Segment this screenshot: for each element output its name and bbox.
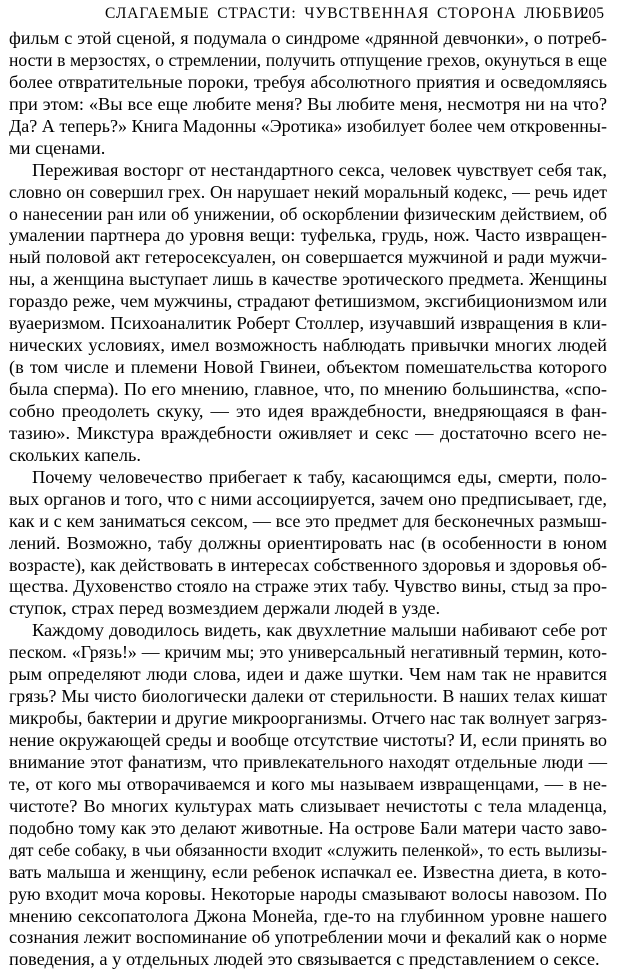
text-line: гораздо реже, чем мужчины, страдают фетишизмом, эксгибиционизмом или (9, 291, 607, 312)
text-line: вуаеризмом. Психоаналитик Роберт Столлер, изучавший извращения в кли- (9, 313, 607, 334)
page-header (9, 2, 607, 28)
text-line: ны, а женщина выступает лишь в качестве эротического предмета. Женщины (9, 269, 607, 290)
text-line: Каждому доводилось видеть, как двухлетние малыши набивают себе рот (32, 620, 607, 641)
text-line: ступок, страх перед возмездием держали людей в узде. (9, 598, 441, 619)
text-line: Да? А теперь?» Книга Мадонны «Эротика» изобилует более чем откровенны- (9, 115, 607, 136)
paragraph (9, 620, 607, 971)
text-line: Переживая восторг от нестандартного секса, человек чувствует себя так, (32, 159, 607, 180)
text-line: грязь? Мы чисто биологически далеки от стерильности. В наших телах кишат (9, 686, 607, 707)
text-line: о нанесении ран или об унижении, об оскорблении физическим действием, об (9, 203, 607, 224)
text-line: рым определяют люди слова, идеи и даже шутки. Чем нам так не нравится (9, 664, 607, 685)
text-line: возрасте), как действовать в интересах собственного здоровья и здоровья об- (9, 554, 608, 575)
text-line: рую входит моча коровы. Некоторые народы смазывают волосы навозом. По (9, 883, 607, 904)
text-line: чистоте? Во многих культурах мать слизывает нечистоты с тела младенца, (9, 795, 607, 816)
text-line: поведения, а у отдельных людей это связывается с представлением о сексе. (9, 949, 600, 970)
text-line: Почему человечество прибегает к табу, касающимся еды, смерти, поло- (32, 466, 607, 487)
text-line: щества. Духовенство стояло на страже этих табу. Чувство вины, стыд за про- (9, 576, 607, 597)
text-line: (в том числе и племени Новой Гвинеи, объектом помешательства которого (9, 357, 607, 378)
text-line: ми сценами. (9, 137, 106, 158)
text-line: словно он совершил грех. Он нарушает некий моральный кодекс, — речь идет (9, 181, 607, 202)
text-line: собно преодолеть скуку, — это идея враждебности, внедряющаяся в фан- (9, 400, 607, 421)
text-line: при этом: «Вы все еще любите меня? Вы любите меня, несмотря ни на что? (9, 93, 607, 114)
paragraph (9, 467, 607, 621)
text-line: вать малыша и женщину, если ребенок испачкал ее. Известна диета, в кото- (9, 861, 607, 882)
text-line: внимание этот фанатизм, что привлекательного находят отдельные люди — (9, 751, 607, 772)
text-line: микробы, бактерии и другие микроорганизмы. Отчего нас так волнует загряз- (9, 708, 608, 729)
running-title: СЛАГАЕМЫЕ СТРАСТИ: ЧУВСТВЕННАЯ СТОРОНА ЛЮБВИ (105, 5, 586, 22)
page-number: 205 (580, 5, 604, 22)
text-line: сознания лежит воспоминание об употреблении мочи и фекалий как о норме (9, 927, 607, 948)
text-line: нических условиях, имел возможность наблюдать привычки многих людей (9, 335, 607, 356)
paragraph (9, 160, 607, 467)
text-line: как и с кем заниматься сексом, — все это предмет для бесконечных размыш- (9, 510, 607, 531)
text-line: более отвратительные пороки, требуя абсолютного приятия и осведомляясь (9, 71, 607, 92)
text-line: подобно тому как это делают животные. На острове Бали матери часто заво- (9, 817, 607, 838)
text-line: песком. «Грязь!» — кричим мы; это универсальный негативный термин, кото- (9, 642, 607, 663)
text-line: фильм с этой сценой, я подумала о синдроме «дрянной девчонки», о потреб- (9, 28, 607, 48)
text-line: те, от кого мы отворачиваемся и кого мы называем извращенцами, — в не- (9, 773, 607, 794)
text-line: была сперма). По его мнению, главное, что, по мнению большинства, «спо- (9, 379, 607, 399)
text-line: дят себе собаку, в чьи обязанности входит «служить пеленкой», то есть вылизы- (9, 839, 607, 860)
text-line: вых органов и того, что с ними ассоциируется, зачем оно предписывает, где, (9, 488, 607, 509)
text-line: мнению сексопатолога Джона Монейа, где-то на глубинном уровне нашего (9, 905, 607, 926)
text-line: нение окружающей среды и вообще отсутствие чистоты? И, если принять во (9, 730, 607, 750)
text-line: лений. Возможно, табу должны ориентировать нас (в особенности в юном (9, 532, 607, 553)
text-line: ный половой акт гетеросексуален, он совершается мужчиной и ради мужчи- (9, 247, 607, 268)
text-line: ности в мерзостях, о стремлении, получить отпущение грехов, окунуться в еще (9, 49, 607, 70)
text-line: тазию». Микстура враждебности оживляет и секс — достаточно всего не- (9, 422, 607, 443)
text-line: скольких капель. (9, 444, 141, 465)
paragraph (9, 28, 607, 160)
text-line: умалении партнера до уровня вещи: туфелька, грудь, нож. Часто извращен- (9, 225, 607, 246)
body-text (9, 28, 607, 971)
